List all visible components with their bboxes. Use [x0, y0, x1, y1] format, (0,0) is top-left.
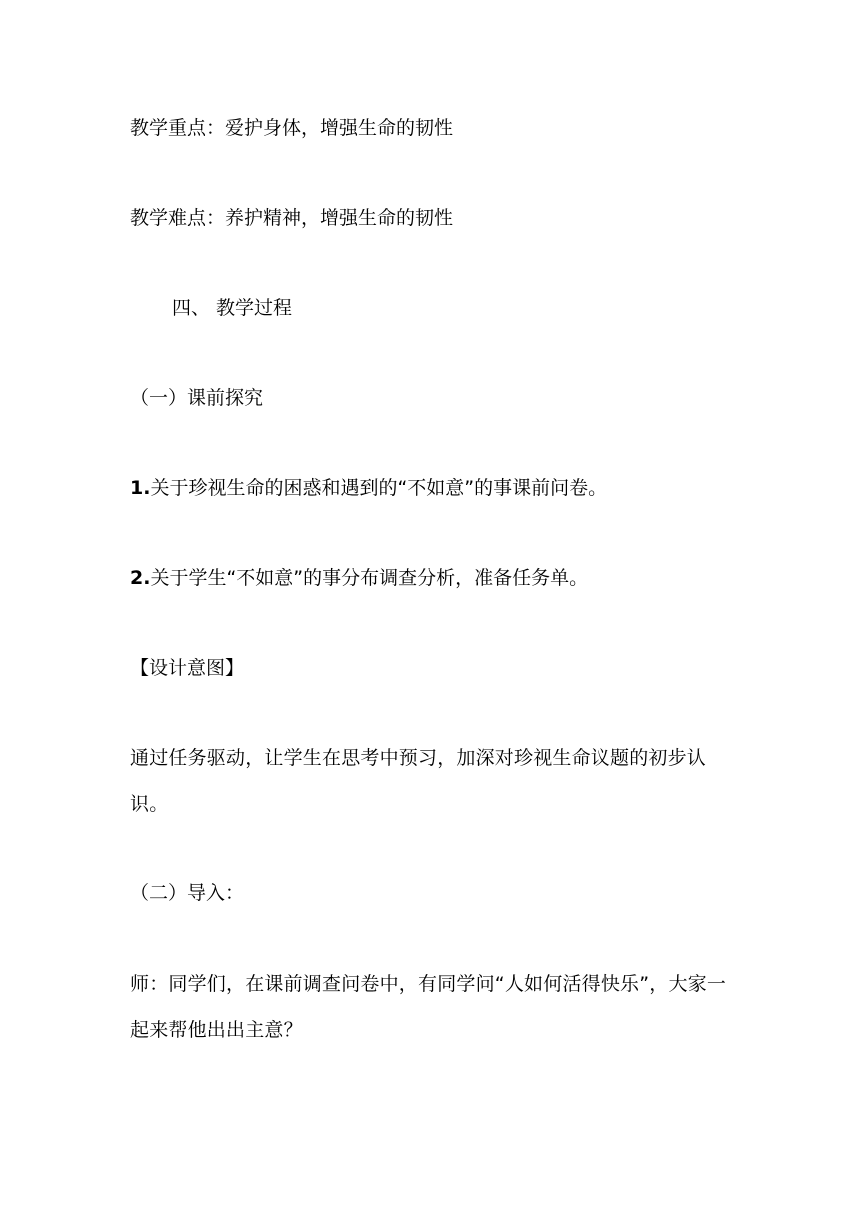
design-intent-title: 【设计意图】 [130, 657, 245, 679]
list-item-2-text: 关于学生“不如意”的事分布调查分析，准备任务单。 [150, 567, 589, 589]
design-intent-text: 通过任务驱动，让学生在思考中预习，加深对珍视生命议题的初步认识。 [130, 747, 707, 815]
list-item-1-number: 1. [130, 477, 151, 499]
subsection-introduction: （二）导入： [130, 882, 245, 904]
list-item-2-number: 2. [130, 567, 151, 589]
list-item-2 [130, 566, 588, 590]
subsection-pre-class-inquiry: （一）课前探究 [130, 387, 264, 409]
list-item-1-text: 关于珍视生命的困惑和遇到的“不如意”的事课前问卷。 [150, 477, 608, 499]
key-point: 教学重点：爱护身体，增强生命的韧性 [130, 117, 454, 139]
difficult-point: 教学难点：养护精神，增强生命的韧性 [130, 207, 454, 229]
section-heading-teaching-process: 四、 教学过程 [172, 297, 293, 319]
teacher-paragraph: 师：同学们，在课前调查问卷中，有同学问“人如何活得快乐”，大家一起来帮他出出主意？ [130, 973, 727, 1041]
list-item-1 [130, 476, 607, 500]
